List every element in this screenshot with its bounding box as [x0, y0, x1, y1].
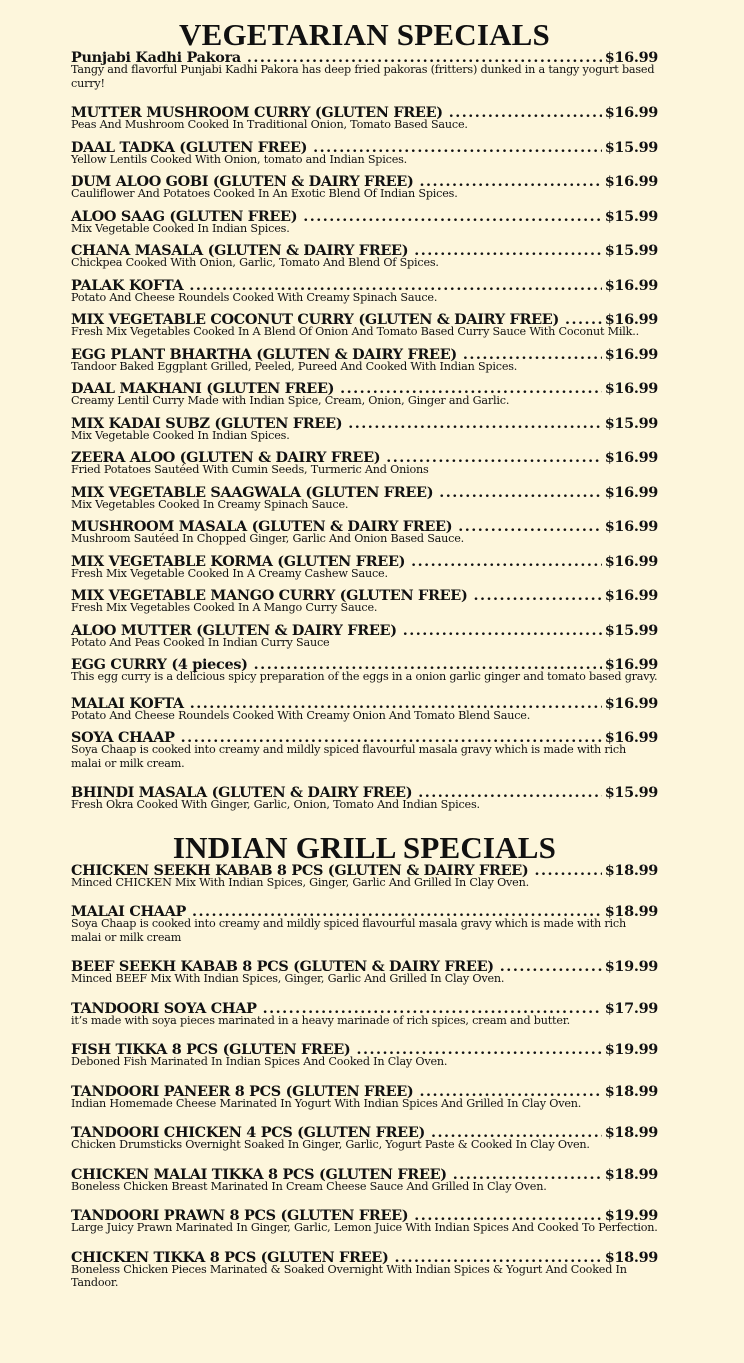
item-name: MIX KADAI SUBZ (GLUTEN FREE) [71, 414, 343, 432]
item-name: ALOO MUTTER (GLUTEN & DAIRY FREE) [71, 621, 397, 639]
menu-item [71, 588, 658, 615]
item-name: ALOO SAAG (GLUTEN FREE) [71, 207, 298, 225]
item-description: Fresh Mix Vegetable Cooked In A Creamy Cashew Sauce. [71, 566, 388, 580]
item-name: CHICKEN MALAI TIKKA 8 PCS (GLUTEN FREE) [71, 1165, 447, 1183]
menu-item [71, 519, 658, 546]
item-description: Indian Homemade Cheese Marinated In Yogurt With Indian Spices And Grilled In Clay Oven. [71, 1096, 582, 1110]
item-description: Potato And Cheese Roundels Cooked With Creamy Spinach Sauce. [71, 290, 438, 304]
item-description: Mix Vegetable Cooked In Indian Spices. [71, 221, 290, 235]
item-name: TANDOORI SOYA CHAP [71, 999, 257, 1017]
item-name: CHANA MASALA (GLUTEN & DAIRY FREE) [71, 242, 409, 259]
item-price: $18.99 [604, 1248, 658, 1266]
item-price: $16.99 [604, 483, 658, 501]
item-price: $15.99 [604, 207, 658, 225]
item-name: TANDOORI PANEER 8 PCS (GLUTEN FREE) [71, 1082, 414, 1100]
menu-item [71, 1250, 658, 1290]
menu-item [71, 174, 658, 201]
dot-leader [534, 863, 601, 879]
item-description: Minced BEEF Mix With Indian Spices, Ginger, Garlic And Grilled In Clay Oven. [71, 972, 505, 985]
item-description: Mushroom Sautéed In Chopped Ginger, Garlic And Onion Based Sauce. [71, 532, 464, 545]
item-description: Creamy Lentil Curry Made with Indian Spice, Cream, Onion, Ginger and Garlic. [71, 394, 510, 407]
item-price: $15.99 [604, 414, 658, 432]
item-name: TANDOORI CHICKEN 4 PCS (GLUTEN FREE) [71, 1124, 426, 1141]
item-price: $18.99 [604, 903, 658, 920]
item-price: $16.99 [604, 276, 658, 294]
menu-item [71, 1208, 658, 1235]
item-description: Minced CHICKEN Mix With Indian Spices, Ginger, Garlic And Grilled In Clay Oven. [71, 875, 529, 889]
item-price: $18.99 [604, 1165, 658, 1183]
item-description: Deboned Fish Marinated In Indian Spices And Cooked In Clay Oven. [71, 1055, 448, 1068]
menu-item [71, 105, 658, 132]
item-description: Fresh Mix Vegetables Cooked In A Mango Curry Sauce. [71, 601, 378, 614]
menu-item [71, 450, 658, 477]
item-name: ZEERA ALOO (GLUTEN & DAIRY FREE) [71, 449, 381, 466]
item-name: MUSHROOM MASALA (GLUTEN & DAIRY FREE) [71, 518, 453, 535]
item-description: Boneless Chicken Breast Marinated In Cream Cheese Sauce And Grilled In Clay Oven. [71, 1179, 547, 1193]
item-name: DAAL TADKA (GLUTEN FREE) [71, 138, 308, 156]
dot-leader [449, 105, 602, 121]
section-title-vegetarian: VEGETARIAN SPECIALS [178, 17, 550, 52]
item-name: FISH TIKKA 8 PCS (GLUTEN FREE) [71, 1041, 351, 1058]
item-name: MALAI CHAAP [71, 903, 187, 920]
item-price: $15.99 [604, 138, 658, 156]
item-name: PALAK KOFTA [71, 276, 184, 294]
menu-item [71, 209, 658, 236]
item-description: Mix Vegetables Cooked In Creamy Spinach Sauce. [71, 497, 349, 511]
item-description: Mix Vegetable Cooked In Indian Spices. [71, 428, 290, 442]
item-price: $15.99 [604, 784, 658, 801]
menu-item [71, 278, 658, 305]
menu-item [71, 785, 658, 812]
item-description: Peas And Mushroom Cooked In Traditional Onion, Tomato Based Sauce. [71, 118, 468, 131]
item-price: $16.99 [604, 345, 658, 363]
item-description: Boneless Chicken Pieces Marinated & Soaked Overnight With Indian Spices & Yogurt And Cooked In Tandoor. [71, 1262, 627, 1289]
dot-leader [348, 416, 601, 432]
dot-leader [411, 554, 602, 570]
item-price: $16.99 [604, 694, 658, 712]
item-name: TANDOORI PRAWN 8 PCS (GLUTEN FREE) [71, 1207, 409, 1224]
item-price: $16.99 [604, 104, 658, 121]
item-price: $19.99 [604, 958, 658, 975]
item-price: $16.99 [604, 656, 658, 673]
menu-item [71, 623, 658, 650]
item-description: Chicken Drumsticks Overnight Soaked In Ginger, Garlic, Yogurt Paste & Cooked In Clay Oven. [71, 1138, 590, 1151]
dot-leader [403, 623, 602, 639]
menu-item [71, 1001, 658, 1028]
item-name: MALAI KOFTA [71, 694, 184, 712]
menu-item [71, 50, 658, 90]
item-description: Tangy and flavorful Punjabi Kadhi Pakora has deep fried pakoras (fritters) dunked in a tangy yogurt based curry! [71, 63, 655, 90]
item-price: $16.99 [604, 552, 658, 570]
item-price: $18.99 [604, 1082, 658, 1100]
item-name: SOYA CHAAP [71, 729, 175, 746]
item-price: $16.99 [604, 449, 658, 466]
menu-item [71, 312, 658, 339]
item-description: Fresh Okra Cooked With Ginger, Garlic, Onion, Tomato And Indian Spices. [71, 798, 480, 811]
item-price: $18.99 [604, 1124, 658, 1141]
menu-item [71, 696, 658, 723]
item-name: CHICKEN TIKKA 8 PCS (GLUTEN FREE) [71, 1248, 389, 1266]
dot-leader [414, 243, 602, 259]
item-description: Chickpea Cooked With Onion, Garlic, Tomato And Blend Of Spices. [71, 256, 439, 269]
menu-item [71, 243, 658, 270]
item-name: DUM ALOO GOBI (GLUTEN & DAIRY FREE) [71, 173, 414, 190]
item-price: $19.99 [604, 1207, 658, 1224]
menu-item [71, 140, 658, 167]
item-price: $16.99 [604, 380, 658, 397]
dot-leader [458, 519, 602, 535]
item-description: Large Juicy Prawn Marinated In Ginger, Garlic, Lemon Juice With Indian Spices And Cooked To Perfection. [71, 1221, 658, 1234]
menu-item [71, 347, 658, 374]
dot-leader [439, 485, 601, 501]
menu-item [71, 863, 658, 890]
item-description: Fresh Mix Vegetables Cooked In A Blend Of Onion And Tomato Based Curry Sauce With Coconut Milk.. [71, 325, 639, 338]
item-description: it’s made with soya pieces marinated in a heavy marinade of rich spices, cream and butter. [71, 1013, 571, 1027]
menu-item [71, 1125, 658, 1152]
menu-item [71, 730, 658, 770]
menu-item [71, 904, 658, 944]
item-price: $16.99 [604, 49, 658, 66]
dot-leader [303, 209, 601, 225]
item-price: $16.99 [604, 587, 658, 604]
item-description: Soya Chaap is cooked into creamy and mildly spiced flavourful masala gravy which is made with rich malai or milk cream. [71, 743, 626, 770]
item-price: $16.99 [604, 173, 658, 190]
menu-item [71, 657, 658, 684]
item-name: EGG PLANT BHARTHA (GLUTEN & DAIRY FREE) [71, 345, 457, 363]
item-name: MUTTER MUSHROOM CURRY (GLUTEN FREE) [71, 104, 443, 121]
menu-item [71, 1167, 658, 1194]
item-name: CHICKEN SEEKH KABAB 8 PCS (GLUTEN & DAIRY FREE) [71, 861, 529, 879]
section-title-indian-grill: INDIAN GRILL SPECIALS [172, 829, 557, 865]
item-price: $16.99 [604, 518, 658, 535]
item-price: $19.99 [604, 1041, 658, 1058]
dot-leader [500, 959, 602, 975]
menu-item [71, 1042, 658, 1069]
item-price: $16.99 [604, 311, 658, 328]
item-name: MIX VEGETABLE SAAGWALA (GLUTEN FREE) [71, 483, 434, 501]
menu-item [71, 381, 658, 408]
menu-item [71, 1084, 658, 1111]
item-name: BEEF SEEKH KABAB 8 PCS (GLUTEN & DAIRY FREE) [71, 958, 494, 975]
item-price: $16.99 [604, 729, 658, 746]
item-description: Potato And Cheese Roundels Cooked With Creamy Onion And Tomato Blend Sauce. [71, 708, 531, 722]
item-description: Fried Potatoes Sautéed With Cumin Seeds, Turmeric And Onions [71, 463, 429, 476]
menu-item [71, 959, 658, 986]
item-description: Tandoor Baked Eggplant Grilled, Peeled, Pureed And Cooked With Indian Spices. [71, 359, 518, 373]
item-description: Potato And Peas Cooked In Indian Curry Sauce [71, 635, 330, 649]
dot-leader [473, 588, 601, 604]
item-name: Punjabi Kadhi Pakora [71, 49, 241, 66]
item-name: EGG CURRY (4 pieces) [71, 656, 248, 673]
menu-item [71, 554, 658, 581]
menu-item [71, 416, 658, 443]
item-description: Cauliflower And Potatoes Cooked In An Exotic Blend Of Indian Spices. [71, 187, 458, 200]
item-price: $17.99 [604, 999, 658, 1017]
item-name: BHINDI MASALA (GLUTEN & DAIRY FREE) [71, 784, 413, 801]
item-name: MIX VEGETABLE COCONUT CURRY (GLUTEN & DAIRY FREE) [71, 311, 559, 328]
item-price: $15.99 [604, 242, 658, 259]
item-description: Soya Chaap is cooked into creamy and mildly spiced flavourful masala gravy which is made with rich malai or milk cream [71, 917, 626, 944]
item-name: MIX VEGETABLE MANGO CURRY (GLUTEN FREE) [71, 587, 468, 604]
item-name: DAAL MAKHANI (GLUTEN FREE) [71, 380, 335, 397]
menu-item [71, 485, 658, 512]
item-description: Yellow Lentils Cooked With Onion, tomato and Indian Spices. [71, 152, 408, 166]
item-name: MIX VEGETABLE KORMA (GLUTEN FREE) [71, 552, 406, 570]
item-description: This egg curry is a delicious spicy preparation of the eggs in a onion garlic ginger and tomato based gravy. [71, 670, 658, 683]
item-price: $15.99 [604, 621, 658, 639]
item-price: $18.99 [604, 861, 658, 879]
